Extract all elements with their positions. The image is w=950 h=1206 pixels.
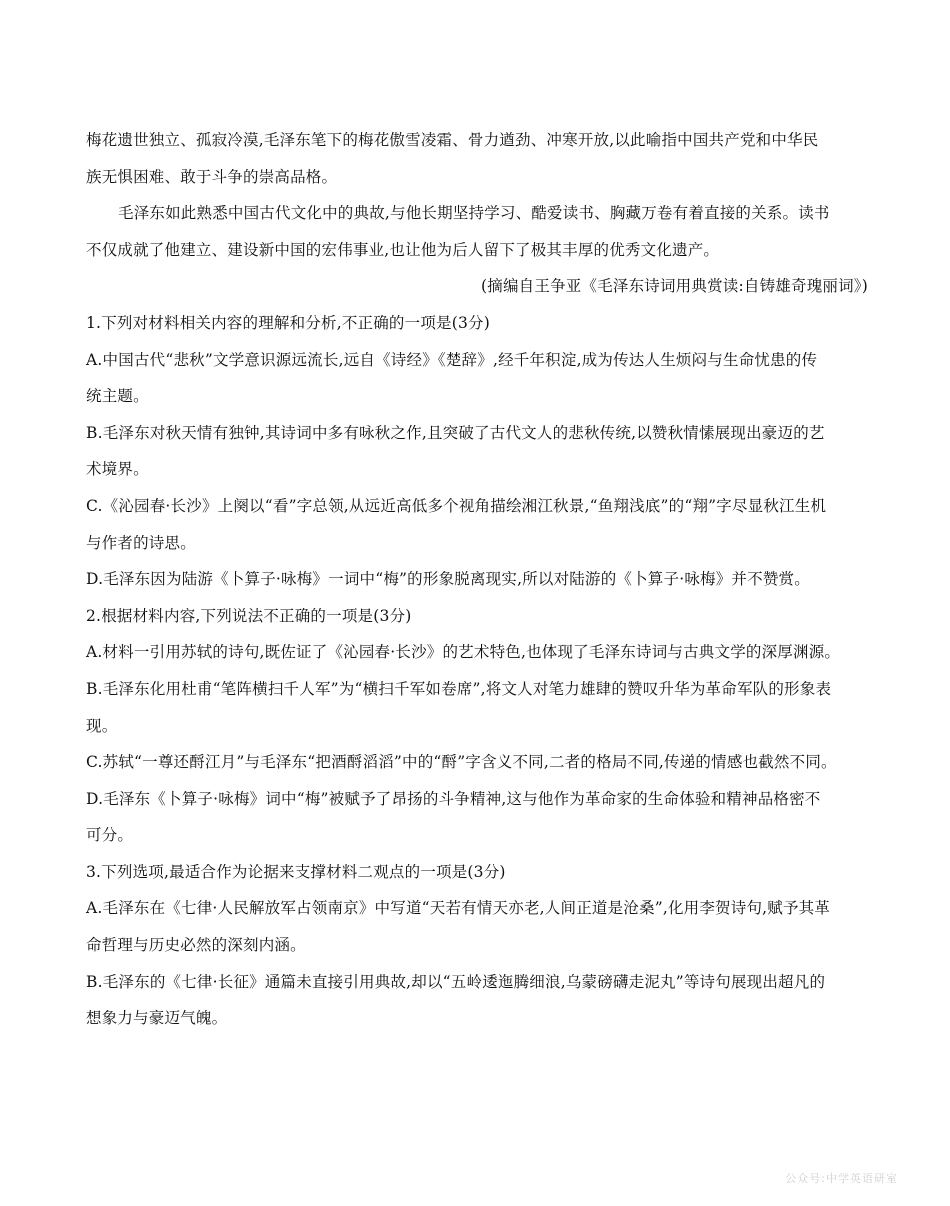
option-line: 术境界。 [86,460,149,479]
option-line: D.毛泽东《卜算子·咏梅》词中“梅”被赋予了昂扬的斗争精神,这与他作为革命家的生命体验和精神品格密不 [86,789,821,808]
text-line: 族无惧困难、敢于斗争的崇高品格。 [86,167,338,186]
question-3 [86,854,886,1037]
watermark: 公众号:中学英语研室 [785,1172,898,1185]
option-line: 命哲理与历史必然的深刻内涵。 [86,936,306,955]
document-page [86,122,886,1037]
option-b [86,415,886,488]
passage-paragraph [86,195,886,268]
question-stem: 2.根据材料内容,下列说法不正确的一项是(3分) [86,606,412,625]
source-citation: (摘编自王争亚《毛泽东诗词用典赏读:自铸雄奇瑰丽词》) [481,277,868,296]
option-line: 可分。 [86,826,134,845]
option-a [86,634,886,671]
option-line: D.毛泽东因为陆游《卜算子·咏梅》一词中“梅”的形象脱离现实,所以对陆游的《卜算子·咏梅》并不赞赏。 [86,570,810,589]
text-line: 梅花遗世独立、孤寂冷漠,毛泽东笔下的梅花傲雪凌霜、骨力遒劲、冲寒开放,以此喻指中国共产党和中华民 [86,131,819,149]
option-d [86,781,886,854]
option-b [86,964,886,1037]
passage-continuation [86,122,886,195]
option-line: A.毛泽东在《七律·人民解放军占领南京》中写道“天若有情天亦老,人间正道是沧桑”,化用李贺诗句,赋予其革 [86,899,831,918]
option-line: C.《沁园春·长沙》上阕以“看”字总领,从远近高低多个视角描绘湘江秋景,“鱼翔浅底”的“翔”字尽显秋江生机 [86,496,827,515]
option-line: B.毛泽东对秋天情有独钟,其诗词中多有咏秋之作,且突破了古代文人的悲秋传统,以赞秋情愫展现出豪迈的艺 [86,423,825,442]
question-1 [86,305,886,598]
option-line: A.中国古代“悲秋”文学意识源远流长,远自《诗经》《楚辞》,经千年积淀,成为传达人生烦闷与生命忧患的传 [86,350,818,369]
option-line: 现。 [86,716,118,735]
option-line: B.毛泽东化用杜甫“笔阵横扫千人军”为“横扫千军如卷席”,将文人对笔力雄肆的赞叹升华为革命军队的形象表 [86,679,832,698]
question-2 [86,598,886,854]
option-line: C.苏轼“一尊还酹江月”与毛泽东“把酒酹滔滔”中的“酹”字含义不同,二者的格局不同,传递的情感也截然不同。 [86,753,837,772]
text-line: 毛泽东如此熟悉中国古代文化中的典故,与他长期坚持学习、酷爱读书、胸藏万卷有着直接的关系。读书 [118,204,830,223]
option-a [86,890,886,963]
option-c [86,744,886,781]
option-line: B.毛泽东的《七律·长征》通篇未直接引用典故,却以“五岭逶迤腾细浪,乌蒙磅礴走泥丸”等诗句展现出超凡的 [86,972,826,991]
option-line: 想象力与豪迈气魄。 [86,1009,228,1028]
option-c [86,488,886,561]
option-line: 统主题。 [86,387,149,406]
question-stem: 3.下列选项,最适合作为论据来支撑材料二观点的一项是(3分) [86,862,506,881]
option-d [86,561,886,598]
text-line: 不仅成就了他建立、建设新中国的宏伟事业,也让他为后人留下了极其丰厚的优秀文化遗产。 [86,240,720,259]
option-b [86,671,886,744]
option-a [86,342,886,415]
option-line: A.材料一引用苏轼的诗句,既佐证了《沁园春·长沙》的艺术特色,也体现了毛泽东诗词与古典文学的深厚渊源。 [86,643,841,662]
question-stem: 1.下列对材料相关内容的理解和分析,不正确的一项是(3分) [86,313,490,332]
option-line: 与作者的诗思。 [86,533,196,552]
